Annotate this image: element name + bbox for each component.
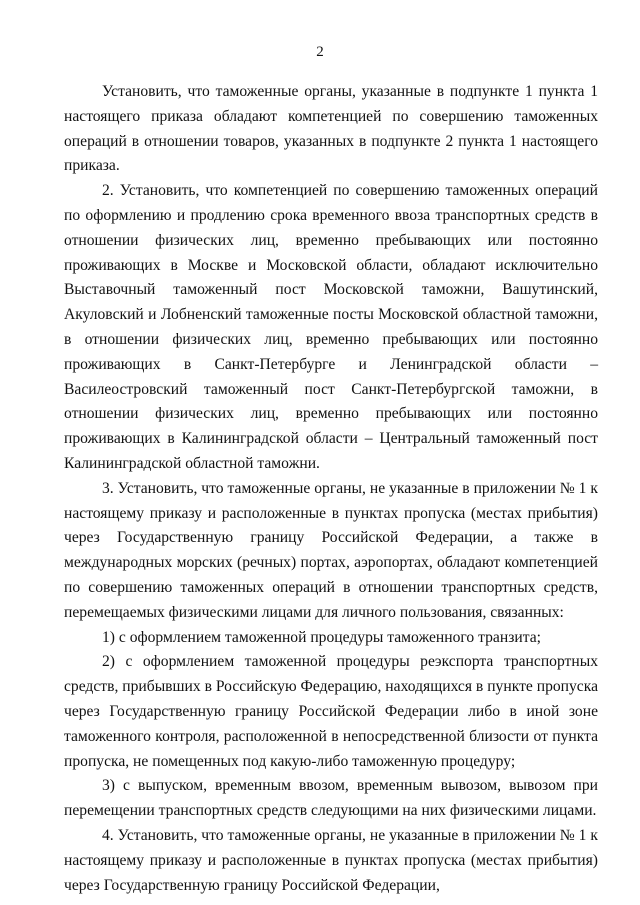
document-body [64,80,598,898]
paragraph-item-4: 4. Установить, что таможенные органы, не указанные в приложении № 1 к настоящему приказу и расположенные в пунктах пропуска (местах прибытия) через Государственную границу Российской Федерации, [64,826,598,894]
paragraph-item-2: 2. Установить, что компетенцией по совершению таможенных операций по оформлению и продлению срока временного ввоза транспортных средств в отношении физических лиц, временно пребывающих или постоянно проживающих в Москве и Московской области, обладают исключительно Выставочный таможенный пост Московской таможни, Вашутинский, Акуловский и Лобненский таможенные посты Московской областной таможни, в отношении физических лиц, временно пребывающих или постоянно проживающих в Санкт-Петербурге и Ленинградской области – Василеостровский таможенный пост Санкт-Петербургской таможни, в отношении физических лиц, временно пребывающих или постоянно проживающих в Калининградской области – Центральный таможенный пост Калининградской областной таможни. [64,182,598,472]
subparagraph-2: 2) с оформлением таможенной процедуры реэкспорта транспортных средств, прибывших в Российскую Федерацию, находящихся в пункте пропуска через Государственную границу Российской Федерации либо в иной зоне таможенного контроля, расположенной в непосредственной близости от пункта пропуска, не помещенных под какую-либо таможенную процедуру; [64,653,598,770]
paragraph-intro: Установить, что таможенные органы, указанные в подпункте 1 пункта 1 настоящего приказа обладают компетенцией по совершению таможенных операций в отношении товаров, указанных в подпункте 2 пункта 1 настоящего приказа. [64,83,598,175]
subparagraph-1: 1) с оформлением таможенной процедуры таможенного транзита; [102,628,541,646]
paragraph-item-3: 3. Установить, что таможенные органы, не указанные в приложении № 1 к настоящему приказу и расположенные в пунктах пропуска (местах прибытия) через Государственную границу Российской Федерации, а также в международных морских (речных) портах, аэропортах, обладают компетенцией по совершению таможенных операций в отношении транспортных средств, перемещаемых физическими лицами для личного пользования, связанных: [64,479,598,621]
subparagraph-3: 3) с выпуском, временным ввозом, временным вывозом, вывозом при перемещении транспортных средств следующими на них физическими лицами. [64,777,598,820]
page-number: 2 [316,44,324,60]
